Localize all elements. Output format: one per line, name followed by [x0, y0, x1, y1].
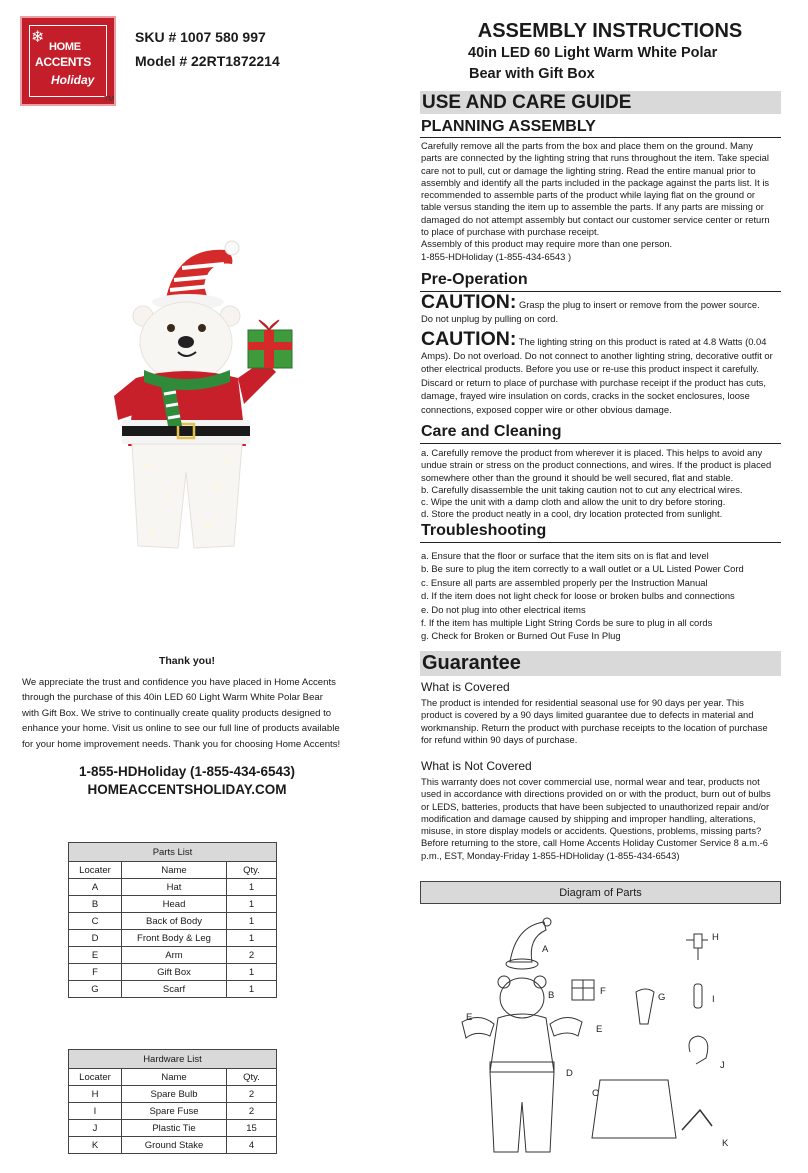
diagram-bulb: [686, 934, 708, 960]
text-line: g. Check for Broken or Burned Out Fuse In Plug: [421, 630, 621, 642]
left-eye: [167, 324, 175, 332]
cell: E: [69, 947, 122, 964]
caution-1: [421, 291, 786, 325]
text-line: Carefully remove all the parts from the box and place them on the ground. Many: [421, 140, 753, 151]
planning-text: [421, 140, 786, 263]
cell: Ground Stake: [122, 1137, 227, 1154]
table-row: [69, 1120, 277, 1137]
planning-heading: PLANNING ASSEMBLY: [421, 118, 596, 135]
cell: B: [69, 896, 122, 913]
text-line: recommended to assemble parts of the product while laying flat on the ground or: [421, 189, 756, 201]
guarantee-heading: Guarantee: [420, 651, 781, 676]
cell: 1: [227, 964, 277, 981]
text-line: Before returning to the store, call Home Accents Holiday Customer Service 8 a.m.-6: [421, 837, 769, 849]
cell: Gift Box: [122, 964, 227, 981]
caution-label: CAUTION:: [421, 328, 517, 350]
text-line: c. Ensure all parts are assembled properly per the Instruction Manual: [421, 576, 708, 588]
not-covered-text: [421, 776, 786, 862]
col-header: Qty.: [227, 862, 277, 879]
cell: A: [69, 879, 122, 896]
label-j: J: [720, 1060, 725, 1071]
cell: Arm: [122, 947, 227, 964]
logo-line-3: Holiday: [51, 73, 95, 87]
not-covered-heading: What is Not Covered: [421, 759, 532, 773]
document-title: ASSEMBLY INSTRUCTIONS: [477, 20, 743, 42]
product-photo: [108, 236, 308, 576]
text-line: with Gift Box. We strive to continually create quality products designed to: [22, 707, 332, 719]
trouble-rule: [420, 542, 781, 543]
text-line: b. Be sure to plug the item correctly to a wall outlet or a UL Listed Power Cord: [421, 563, 744, 575]
sku-number: SKU # 1007 580 997: [135, 29, 266, 45]
label-c: C: [592, 1088, 599, 1099]
text-line: assembly and identify all the parts included in the package against the parts list. It is: [421, 176, 770, 188]
text-line: Discard or return to place of purchase with purchase receipt if the product has cuts,: [421, 376, 766, 388]
table-row: [69, 947, 277, 964]
table-row: [69, 1103, 277, 1120]
text-line: d. If the item does not light check for loose or broken bulbs and connections: [421, 590, 735, 602]
label-h: H: [712, 932, 719, 943]
thanks-heading: Thank you!: [158, 655, 215, 667]
text-line: a. Ensure that the floor or surface that the item sits on is flat and level: [421, 550, 709, 561]
trouble-heading: Troubleshooting: [421, 522, 547, 539]
cell: Hat: [122, 879, 227, 896]
hardware-table: [68, 1049, 277, 1154]
website: HOMEACCENTSHOLIDAY.COM: [87, 782, 287, 797]
text-line: or LEDS, batteries, products that have been subjected to unauthorized repair and/or: [421, 800, 770, 812]
col-header: Qty.: [227, 1069, 277, 1086]
use-care-heading: USE AND CARE GUIDE: [420, 91, 781, 114]
label-k: K: [722, 1138, 729, 1149]
text-line: connections, exposed copper wire or other obvious damage.: [421, 403, 672, 415]
text-line: undue strain or stress on the product connections, and wires. If the product is placed: [421, 459, 772, 471]
bear-nose: [178, 336, 194, 348]
diagram-heading: Diagram of Parts: [420, 881, 781, 904]
parts-diagram: [450, 912, 790, 1167]
text-line: enhance your home. Visit us online to see our full line of products available: [22, 723, 340, 735]
care-heading: Care and Cleaning: [421, 423, 562, 440]
text-line: c. Wipe the unit with a damp cloth and allow the unit to dry before storing.: [421, 496, 726, 508]
caution-2: [421, 328, 786, 417]
cell: H: [69, 1086, 122, 1103]
text-line: misuse, in store display models or accidents. Questions, problems, missing parts?: [421, 825, 762, 837]
phone-number: 1-855-HDHoliday (1-855-434-6543): [78, 764, 296, 779]
diagram-arm-right: [550, 1017, 582, 1036]
right-eye: [198, 324, 206, 332]
trademark: TM: [104, 96, 115, 103]
diagram-gift-ribbon: [572, 980, 594, 1000]
cell: 15: [227, 1120, 277, 1137]
text-line: b. Carefully disassemble the unit taking caution not to cut any electrical wires.: [421, 483, 743, 495]
table-row: [69, 896, 277, 913]
table-row: [69, 879, 277, 896]
bear-legs: [132, 444, 242, 548]
cell: 2: [227, 1086, 277, 1103]
brand-logo: [22, 18, 114, 104]
cell: Scarf: [122, 981, 227, 998]
text-line: product is covered by a 90 days limited guarantee due to defects in material and: [421, 709, 754, 721]
diagram-stake: [682, 1110, 712, 1130]
text-line: somewhere other than the ground it should be well secured, flat and stable.: [421, 471, 734, 483]
cell: Back of Body: [122, 913, 227, 930]
cell: K: [69, 1137, 122, 1154]
text-line: This warranty does not cover commercial use, normal wear and tear, products not: [421, 776, 760, 787]
diagram-legs: [490, 1072, 554, 1152]
diagram-head: [500, 978, 544, 1018]
diagram-belt: [490, 1062, 554, 1072]
cell: 1: [227, 913, 277, 930]
cell: F: [69, 964, 122, 981]
diagram-fuse: [694, 984, 702, 1008]
thanks-text: [22, 675, 357, 752]
trouble-text: [421, 549, 786, 643]
model-number: Model # 22RT1872214: [135, 53, 280, 69]
text-line: care not to pull, cut or damage the lighting string. Read the entire manual prior to: [421, 164, 756, 176]
table-row: [69, 1137, 277, 1154]
text-line: damage, frayed wire insulation on cords, cracks in the socket enclosures, loose: [421, 390, 750, 402]
text-line: damaged do not attempt assembly but contact our customer service center or return: [421, 213, 770, 225]
text-line: parts are connected by the lighting string that runs throughout the item. Take special: [421, 152, 769, 164]
table-row: [69, 913, 277, 930]
text-line: modification and damage caused by shipping and improper handling, alterations,: [421, 812, 756, 824]
text-line: p.m., EST, Monday-Friday 1-855-HDHoliday (1-855-434-6543): [421, 849, 680, 861]
text-line: We appreciate the trust and confidence you have placed in Home Accents: [22, 677, 336, 688]
gift-ribbon-h: [248, 342, 292, 350]
cell: I: [69, 1103, 122, 1120]
cell: 2: [227, 947, 277, 964]
text-line: 1-855-HDHoliday (1-855-434-6543 ): [421, 250, 572, 262]
text-line: e. Do not plug into other electrical items: [421, 603, 586, 615]
text-line: Amps). Do not overload. Do not connect to another lighting string, decorative outfit or: [421, 349, 773, 361]
label-f: F: [600, 986, 606, 997]
text-line: a. Carefully remove the product from wherever it is placed. This helps to avoid any: [421, 447, 763, 458]
cell: G: [69, 981, 122, 998]
label-i: I: [712, 994, 715, 1005]
diagram-body: [490, 1014, 554, 1072]
cell: Front Body & Leg: [122, 930, 227, 947]
text-line: f. If the item has multiple Light String Cords be sure to plug in all cords: [421, 617, 713, 629]
text-line: used in accordance with directions provided on or with the product, burn out of bulbs: [421, 788, 771, 800]
cell: 1: [227, 879, 277, 896]
diagram-hat-brim: [506, 959, 538, 969]
label-d: D: [566, 1068, 573, 1079]
diagram-hat: [510, 922, 546, 962]
label-b: B: [548, 990, 555, 1001]
text-line: Do not unplug by pulling on cord.: [421, 312, 559, 324]
cell: 1: [227, 981, 277, 998]
text-line: d. Store the product neatly in a cool, dry location protected from sunlight.: [421, 508, 723, 520]
cell: 4: [227, 1137, 277, 1154]
label-e-left: E: [466, 1012, 473, 1023]
text-line: to place of purchase with purchase receipt.: [421, 226, 600, 238]
care-text: [421, 447, 786, 521]
parts-caption: Parts List: [69, 843, 277, 862]
diagram-back-body: [592, 1080, 676, 1138]
preop-heading: Pre-Operation: [421, 271, 528, 288]
product-name-line-1: 40in LED 60 Light Warm White Polar: [468, 45, 718, 61]
caution-1-first: Grasp the plug to insert or remove from the power source.: [518, 299, 760, 310]
label-g: G: [658, 992, 666, 1003]
snowflake-icon: ❄: [31, 29, 45, 46]
hat-pompom: [225, 241, 239, 255]
hat-body: [166, 250, 232, 300]
covered-heading: What is Covered: [421, 680, 510, 694]
text-line: table versus standing the item up to assemble the parts. If any parts are missing or: [421, 201, 764, 213]
cell: Spare Fuse: [122, 1103, 227, 1120]
cell: Plastic Tie: [122, 1120, 227, 1137]
cell: C: [69, 913, 122, 930]
caution-label: CAUTION:: [421, 291, 517, 313]
hardware-caption: Hardware List: [69, 1050, 277, 1069]
text-line: The product is intended for residential seasonal use for 90 days per year. This: [421, 697, 744, 708]
cell: Spare Bulb: [122, 1086, 227, 1103]
care-rule: [420, 443, 781, 444]
logo-line-2: ACCENTS: [35, 55, 91, 69]
diagram-scarf: [636, 989, 654, 1024]
product-name: [466, 43, 766, 85]
col-header: Name: [122, 1069, 227, 1086]
cell: 1: [227, 896, 277, 913]
covered-text: [421, 697, 786, 746]
cell: D: [69, 930, 122, 947]
product-name-line-2: Bear with Gift Box: [469, 66, 595, 82]
label-a: A: [542, 944, 549, 955]
cell: 2: [227, 1103, 277, 1120]
label-e-right: E: [596, 1024, 603, 1035]
text-line: Assembly of this product may require more than one person.: [421, 238, 673, 250]
table-row: [69, 964, 277, 981]
cell: 1: [227, 930, 277, 947]
table-row: [69, 1086, 277, 1103]
parts-table: [68, 842, 277, 998]
cell: J: [69, 1120, 122, 1137]
text-line: through the purchase of this 40in LED 60 Light Warm White Polar Bear: [22, 692, 323, 704]
gift-bow: [259, 320, 279, 330]
diagram-tie: [689, 1036, 708, 1064]
belt: [122, 426, 250, 436]
text-line: other electrical products. Before you use or re-use this product inspect it carefully.: [421, 363, 760, 375]
col-header: Name: [122, 862, 227, 879]
table-row: [69, 930, 277, 947]
planning-rule: [420, 137, 781, 138]
col-header: Locater: [69, 862, 122, 879]
text-line: for your home improvement needs. Thank you for choosing Home Accents!: [22, 738, 341, 750]
table-row: [69, 981, 277, 998]
caution-2-first: The lighting string on this product is rated at 4.8 Watts (0.04: [518, 336, 767, 347]
text-line: for refund within 90 days of purchase.: [421, 733, 578, 745]
col-header: Locater: [69, 1069, 122, 1086]
text-line: workmanship. Return the product with purchase receipts to the location of purchase: [421, 721, 768, 733]
logo-line-1: HOME: [49, 41, 81, 53]
cell: Head: [122, 896, 227, 913]
